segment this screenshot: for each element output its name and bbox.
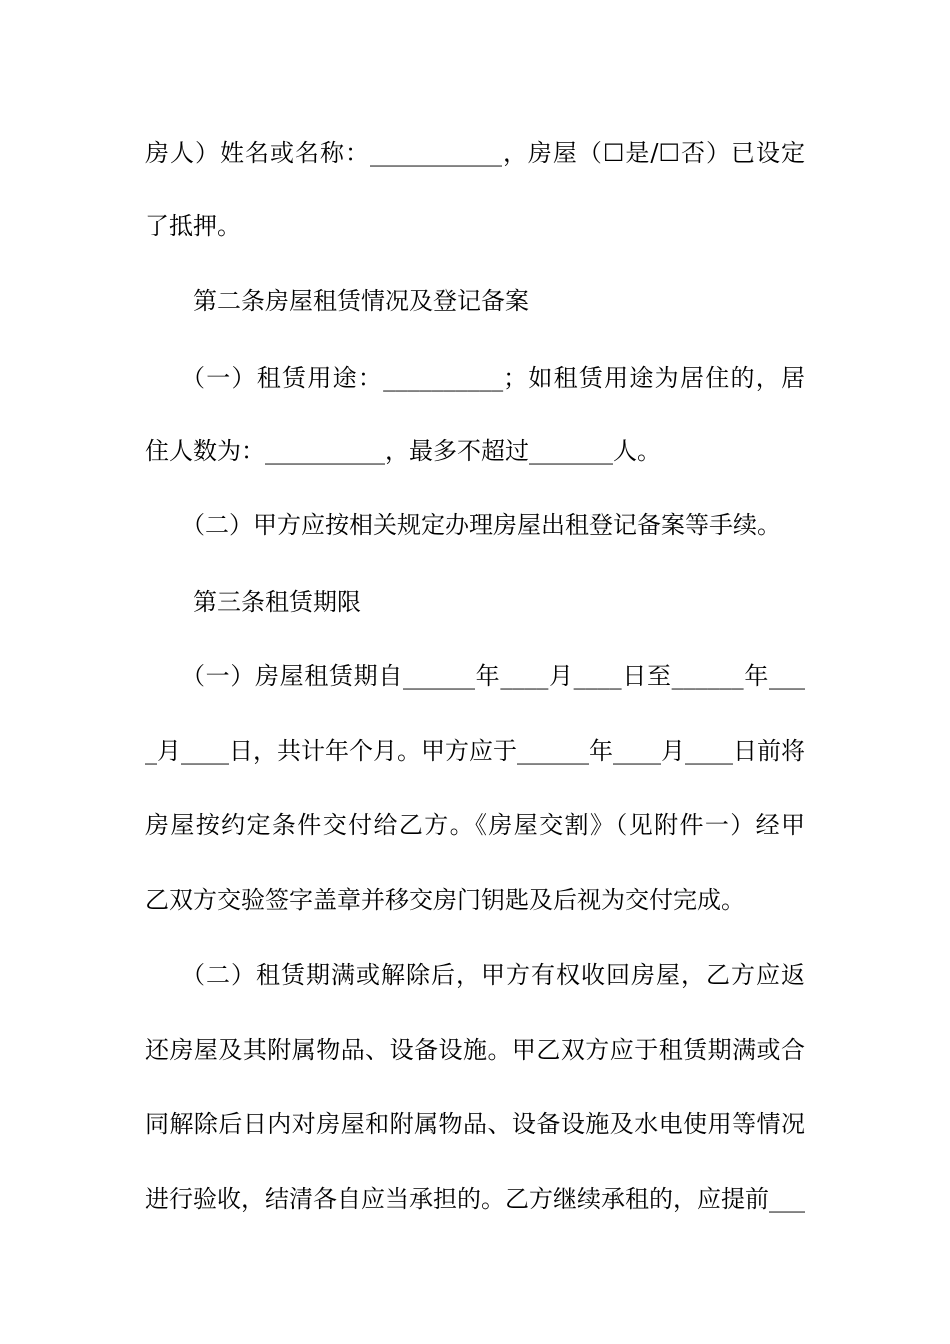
- text-line-13: 还房屋及其附属物品、设备设施。甲乙双方应于租赁期满或合: [145, 1036, 805, 1064]
- text-line-1: 房人）姓名或名称：___________，房屋（☐是/☐否）已设定: [145, 139, 805, 167]
- text-line-15: 进行验收，结清各自应当承担的。乙方继续承租的，应提前___: [145, 1185, 805, 1213]
- text-line-11: 乙双方交验签字盖章并移交房门钥匙及后视为交付完成。: [145, 886, 745, 914]
- text-line-12: （二）租赁期满或解除后，甲方有权收回房屋，乙方应返: [181, 961, 805, 989]
- text-line-8: （一）房屋租赁期自______年____月____日至______年___: [181, 662, 805, 690]
- text-line-4: （一）租赁用途：__________；如租赁用途为居住的，居: [181, 364, 805, 392]
- article-heading-3: 第三条租赁期限: [193, 588, 361, 616]
- text-line-6: （二）甲方应按相关规定办理房屋出租登记备案等手续。: [181, 511, 781, 539]
- text-line-5: 住人数为：__________，最多不超过_______人。: [145, 437, 661, 465]
- text-line-2: 了抵押。: [145, 212, 241, 240]
- text-line-10: 房屋按约定条件交付给乙方。《房屋交割》（见附件一）经甲: [145, 811, 805, 839]
- article-heading-2: 第二条房屋租赁情况及登记备案: [193, 287, 529, 315]
- text-line-9: _月____日，共计年个月。甲方应于______年____月____日前将: [145, 737, 805, 765]
- text-line-14: 同解除后日内对房屋和附属物品、设备设施及水电使用等情况: [145, 1110, 805, 1138]
